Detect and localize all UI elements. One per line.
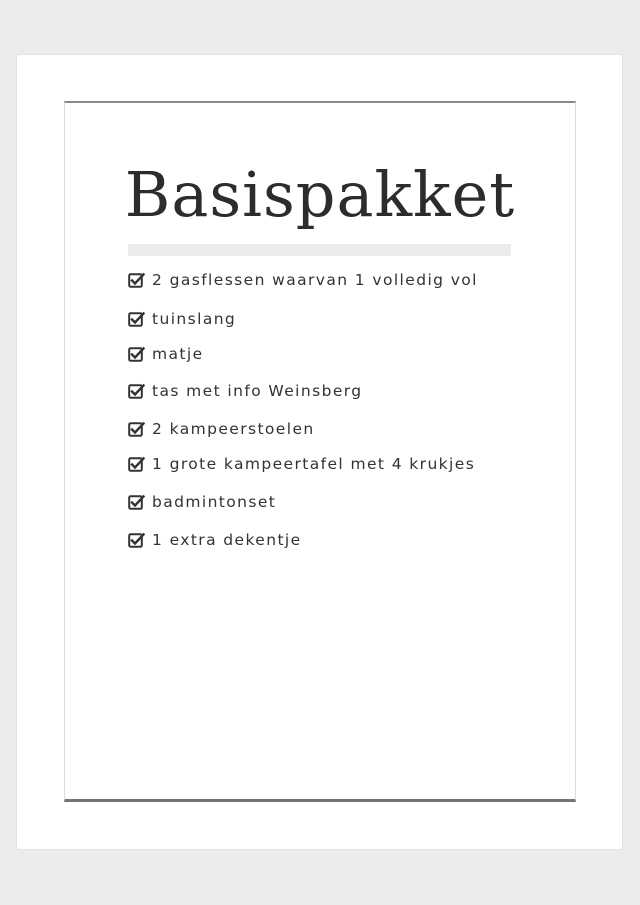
checked-checkbox-icon [128, 311, 145, 328]
list-item-label: tuinslang [152, 310, 237, 328]
list-item [128, 455, 475, 473]
checklist-card [64, 101, 576, 802]
list-item [128, 382, 363, 400]
title-divider [128, 244, 511, 256]
checked-checkbox-icon [128, 532, 145, 549]
checked-checkbox-icon [128, 456, 145, 473]
list-item-label: 1 grote kampeertafel met 4 krukjes [152, 455, 476, 473]
list-item [128, 271, 478, 289]
list-item-label: 1 extra dekentje [152, 531, 302, 549]
checked-checkbox-icon [128, 272, 145, 289]
list-item [128, 345, 204, 363]
list-item-label: 2 kampeerstoelen [152, 420, 315, 438]
list-item-label: badmintonset [152, 493, 277, 511]
list-item-label: 2 gasflessen waarvan 1 volledig vol [152, 271, 478, 289]
page-title: Basispakket [124, 158, 516, 231]
list-item [128, 310, 236, 328]
checked-checkbox-icon [128, 383, 145, 400]
list-item [128, 420, 315, 438]
checked-checkbox-icon [128, 346, 145, 363]
checked-checkbox-icon [128, 421, 145, 438]
list-item-label: matje [152, 345, 204, 363]
list-item [128, 531, 302, 549]
list-item-label: tas met info Weinsberg [152, 382, 363, 400]
checked-checkbox-icon [128, 494, 145, 511]
list-item [128, 493, 276, 511]
